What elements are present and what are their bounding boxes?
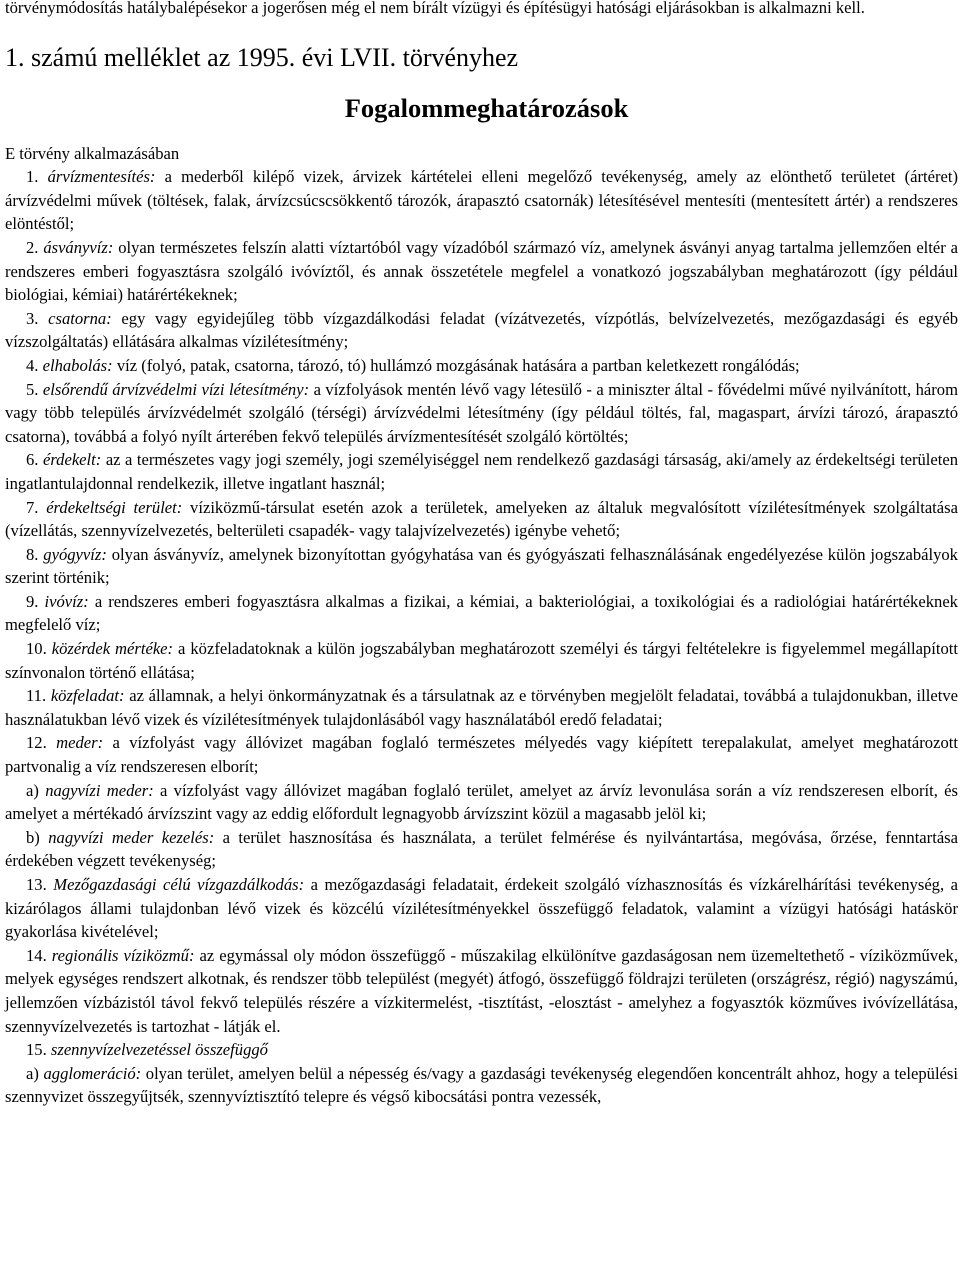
definition-text: a vízfolyást vagy állóvizet magában foglaló terület, amelyet az árvíz levonulása során a víz rendszeresen elborít, és amelyet a mértékadó árvízszint vagy az eddig előfordult legnagyobb árvízszint közül a magasabb jelöl ki; [5,780,958,824]
definition-text: olyan terület, amelyen belül a népesség és/vagy a gazdasági tevékenység elegendően koncentrált ahhoz, hogy a települési szennyvizet összegyűjtsék, szennyvíztisztító telepre és végső kibocsátási pontra vezessék, [5,1063,958,1107]
definition-term: meder: [56,733,104,753]
definition-text: az a természetes vagy jogi személy, jogi személyiséggel nem rendelkező gazdasági társaság, aki/amely az érdekeltségi területen ingatlantulajdonnal rendelkezik, illetve ingatlant használ; [5,450,959,493]
definition-item [5,543,958,590]
definition-item [5,873,958,944]
definition-number: a) [26,1063,39,1083]
definition-term: elsőrendű árvízvédelmi vízi létesítmény: [42,379,310,399]
definition-text: a közfeladatoknak a külön jogszabályban meghatározott személyi és tárgyi feltételekre is figyelemmel megállapított színvonalon történő ellátása; [5,639,958,682]
definition-item [5,448,958,495]
definition-text: a vízfolyások mentén lévő vagy létesülő - a miniszter által - fővédelmi művé nyilvánított, három vagy több település árvízvédelmét szolgáló (térségi) árvízvédelmi létesítmény (így például töltés, fal, magaspart, árvízi tározó, árapasztó csatorna), továbbá a folyó nyílt árterében fekvő település árvízmentesítését szolgáló körtöltés; [5,379,959,446]
definition-number: b) [26,827,40,847]
definition-term: árvízmentesítés: [47,167,156,187]
intro-line: E törvény alkalmazásában [5,143,180,163]
definition-item [5,684,958,731]
definition-text: a terület hasznosítása és használata, a terület felmérése és nyilvántartása, megóvása, őrzése, fenntartása érdekében végzett tevékenység; [5,827,959,871]
definition-term: regionális víziközmű: [51,945,195,965]
definition-term: agglomeráció: [43,1063,142,1083]
definition-number: 3. [26,308,39,328]
definition-number: 8. [26,544,39,564]
definition-number: 9. [26,591,39,611]
definition-item [5,236,958,307]
definition-item [5,307,958,354]
definition-term: Mezőgazdasági célú vízgazdálkodás: [53,875,305,894]
definition-term: elhabolás: [42,355,113,375]
definition-item [5,354,958,378]
definition-term: nagyvízi meder kezelés: [48,827,215,847]
definition-item [5,637,958,684]
definition-item [5,944,958,1038]
definition-text: az államnak, a helyi önkormányzatnak és a társulatnak az e törvényben megjelölt feladatai, továbbá a tulajdonukban, illetve használatukban lévő vizek és vízilétesítmények tulajdonlásából vagy használatából eredő feladatai; [5,686,959,729]
definitions-list [5,165,958,1109]
definition-number: 2. [26,237,39,257]
definition-number: 13. [26,875,47,894]
definition-term: csatorna: [48,308,112,328]
definition-term: gyógyvíz: [43,544,107,564]
definition-item [5,731,958,778]
definition-text: a mederből kilépő vizek, árvizek kártételei elleni megelőző tevékenység, amely az elönthető területet (ártéret) árvízvédelmi művek (töltések, falak, árvízcsúcscsökkentő tározók, árapasztó csatornák) létesítésével mentesíti (mentesített ártér) a rendszeres elöntéstől; [5,167,958,234]
definition-number: 12. [26,733,47,753]
definition-text: a rendszeres emberi fogyasztásra alkalmas a fizikai, a kémiai, a bakteriológiai, a toxikológiai és a radiológiai határértékeknek megfelelő víz; [5,591,958,635]
definition-text: olyan természetes felszín alatti víztartóból vagy vízadóból származó víz, amelynek ásványi anyag tartalma jellemzően eltér a rendszeres emberi fogyasztásra szolgáló ivóvíztől, és annak összetétele megfelel a vonatkozó jogszabályban meghatározott (így például biológiai, kémiai) határértékeknek; [5,237,959,305]
definition-text: a vízfolyást vagy állóvizet magában foglaló természetes mélyedés vagy kiépített terepalakulat, amelyet meghatározott partvonalig a víz rendszeresen elborít; [5,733,958,777]
definition-term: közérdek mértéke: [51,639,174,659]
definition-number: 15. [26,1040,47,1060]
definition-item [5,779,958,826]
definition-text: egy vagy egyidejűleg több vízgazdálkodási feladat (vízátvezetés, vízpótlás, belvízelvezetés, mezőgazdasági és egyéb vízszolgáltatás) ellátására alkalmas vízilétesítmény; [5,308,958,352]
definition-number: 6. [26,450,39,470]
definition-term: érdekelt: [42,450,102,470]
definition-item [5,496,958,543]
definition-item [5,1038,958,1062]
definition-item [5,1062,958,1109]
section-title: Fogalommeghatározások [344,92,629,123]
definition-text: a mezőgazdasági feladatait, érdekeit szolgáló vízhasznosítás és vízkárelhárítási tevékenység, a kizárólagos állami tulajdonban lévő vizek és közcélú vízilétesítményekkel összefüggő feladatok, valamint a vízügyi hatósági hatáskör gyakorlása kivételével; [5,875,958,942]
definition-number: 1. [26,167,39,187]
definition-number: 10. [26,639,47,659]
document-page [5,0,958,1109]
definition-number: 14. [26,945,47,965]
definition-term: nagyvízi meder: [45,780,154,800]
definition-number: 4. [26,355,39,375]
definition-text: olyan ásványvíz, amelynek bizonyítottan gyógyhatása van és gyógyászati felhasználásának engedélyezése külön jogszabályok szerint történik; [5,544,958,588]
annex-heading: 1. számú melléklet az 1995. évi LVII. törvényhez [5,42,519,72]
definition-term: közfeladat: [50,686,125,706]
previous-paragraph-fragment: törvénymódosítás hatálybalépésekor a jogerősen még el nem bírált vízügyi és építésügyi hatósági eljárásokban is alkalmazni kell. [5,0,865,17]
definition-term: ivóvíz: [44,591,89,611]
definition-item [5,590,958,637]
definition-text: víziközmű-társulat esetén azok a területek, amelyeken az általuk megvalósított vízilétesítmények szolgáltatása (vízellátás, szennyvízelvezetés, belterületi csapadék- vagy talajvízelvezetés) igénybe vehető; [5,497,958,541]
definition-text: víz (folyó, patak, csatorna, tározó, tó) hullámzó mozgásának hatására a partban keletkezett rongálódás; [116,355,800,375]
definition-number: 11. [26,686,47,706]
definition-term: érdekeltségi terület: [46,497,183,517]
definition-number: 7. [26,497,39,517]
definition-term: ásványvíz: [43,237,114,257]
definition-number: 5. [26,379,39,399]
definition-term: szennyvízelvezetéssel összefüggő [50,1040,268,1060]
definition-item [5,378,958,449]
definition-item [5,826,958,873]
definition-number: a) [26,780,39,800]
definition-text: az egymással oly módon összefüggő - műszakilag elkülönítve gazdaságosan nem üzemeltethető - víziközművek, melyek egységes rendszert alkotnak, és rendszer több települést (megyét) átfogó, összefüggő földrajzi területen (országrész, régió) nagyszámú, jellemzően vízbázistól távol fekvő település részére a vízkitermelést, -tisztítást, -elosztást - amelyhez a fogyasztók közműves ivóvízellátása, szennyvízelvezetés is tartozhat - látják el. [5,945,958,1036]
definition-item [5,165,958,236]
